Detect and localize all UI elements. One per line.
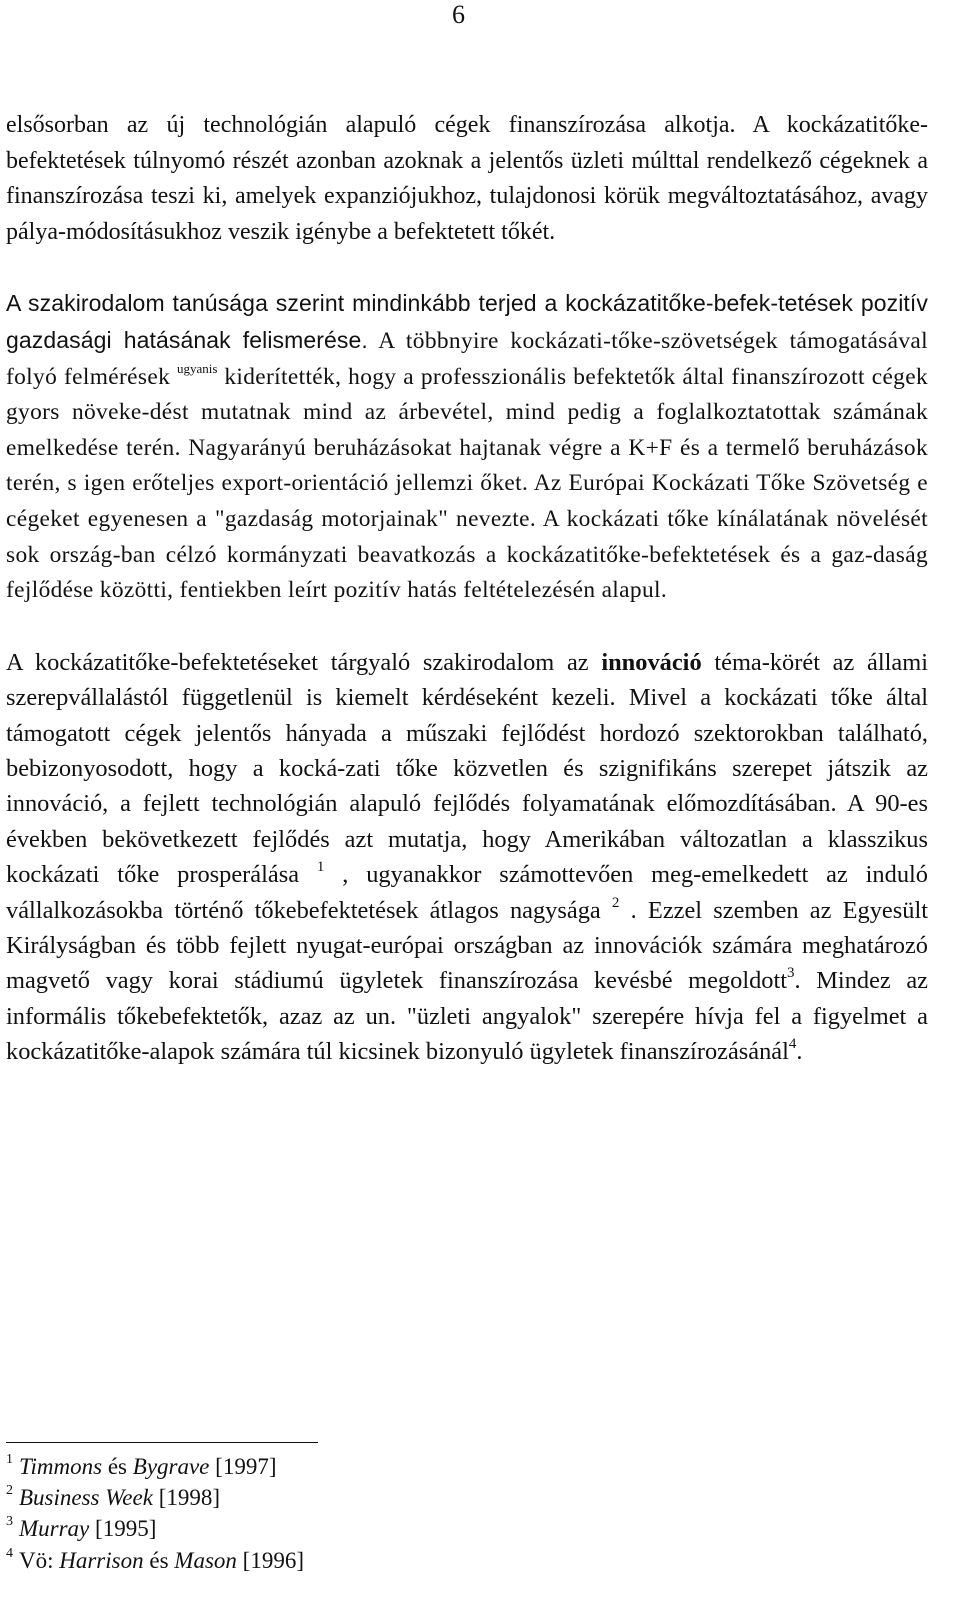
paragraph-3-text-c: , ugyanakkor számottevően meg-emelkedett az induló vállalkozásokba történő tőkebefektetések átlagos nagysága — [6, 861, 928, 924]
footnote-ref-4[interactable]: 4 — [788, 1036, 797, 1053]
footnote-3 — [6, 1513, 906, 1544]
paragraph-3-text-a: A kockázatitőke-befektetéseket tárgyaló szakirodalom az — [6, 648, 602, 676]
footnote-text-part: [1995] — [89, 1516, 157, 1542]
footnote-text-part: Harrison — [59, 1547, 144, 1573]
footnote-text-part: Vö: — [19, 1547, 60, 1573]
paragraph-3-text-d: . Ezzel szemben az Egyesült Királyságban és több fejlett nyugat-európai országban az innovációk számára meghatározó magvető vagy korai stádiumú ügyletek finanszírozása kevésbé megoldott — [6, 896, 928, 995]
footnote-4 — [6, 1545, 906, 1576]
footnote-text-part: Mason — [174, 1547, 237, 1573]
footnote-text-part: Bygrave — [132, 1454, 210, 1479]
superscript-word: ugyanis — [177, 360, 218, 376]
bold-term-innovacio: innováció — [601, 648, 702, 676]
footnote-ref-3[interactable]: 3 — [787, 965, 795, 982]
body-text — [6, 108, 928, 1070]
paragraph-3-text-b: téma-körét az állami szerepvállalástól függetlenül is kiemelt kérdéseként kezeli. Mivel a kockázati tőke által támogatott cégek jelentős hányada a műszaki fejlődést hordozó szektorokban található, bebizonyosodott, hogy a kocká-zati tőke közvetlen és szignifikáns szerepet játszik az innováció, a fejlett technológián alapuló fejlődés folyamatának előmozdításában. A 90-es években bekövetkezett fejlődés azt mutatja, hogy Amerikában változatlan a klasszikus kockázati tőke prosperálása — [6, 648, 928, 889]
footnote-separator — [6, 1442, 318, 1443]
paragraph-3-text-e: . Mindez az informális tőkebefektetők, azaz az un. "üzleti angyalok" szerepére hívja fel a figyelmet a kockázatitőke-alapok számára túl kicsinek bizonyuló ügyletek finanszírozásánál — [6, 967, 928, 1066]
footnote-number: 2 — [6, 1483, 13, 1499]
footnote-text-part: [1996] — [236, 1547, 304, 1573]
footnotes — [6, 1451, 906, 1576]
footnote-text-part: Timmons — [19, 1454, 103, 1479]
paragraph-3-text-f: . — [796, 1038, 803, 1066]
footnote-text-part: [1998] — [152, 1485, 221, 1511]
paragraph-2-sans-sentence: A szakirodalom tanúsága szerint mindinkább terjed a kockázatitőke-befek-tetések pozitív gazdasági hatásának felismerése. — [6, 290, 928, 353]
footnote-1 — [6, 1451, 906, 1482]
footnote-number: 1 — [6, 1452, 13, 1467]
footnote-text-part: és — [102, 1454, 133, 1479]
footnote-text-part: [1997] — [209, 1454, 277, 1479]
footnote-ref-2[interactable]: 2 — [611, 894, 620, 911]
paragraph-2-serif-part: A többnyire kockázati-tőke-szövetségek támogatásával folyó felmérések — [6, 327, 928, 390]
page-number: 6 — [452, 0, 465, 29]
footnote-number: 4 — [6, 1545, 13, 1561]
footnote-text-part: és — [143, 1547, 175, 1573]
paragraph-2-serif-part-3: A kockázati tőke kínálatának növelését sok ország-ban célzó kormányzati beavatkozás a kockázatitőke-befektetések és a gaz-daság fejlődése közötti, fentiekben leírt pozitív hatás feltételezésén alapul. — [6, 505, 928, 604]
paragraph-2 — [6, 286, 928, 608]
footnote-ref-1[interactable]: 1 — [316, 859, 325, 876]
paragraph-2-serif-part-2: kiderítették, hogy a professzionális befektetők által finanszírozott cégek gyors növeke-dést mutatnak mind az árbevétel, mind pedig a foglalkoztatottak számának emelkedése terén. Nagyarányú beruházásokat hajtanak végre a K+F és a termelő beruházások terén, s igen erőteljes export-orientáció jellemzi őket. Az Európai Kockázati Tőke Szövetség e cégeket egyenesen a "gazdaság motorjainak" nevezte. — [6, 363, 928, 532]
footnote-number: 3 — [6, 1514, 13, 1530]
footnote-text-part: Business Week — [19, 1485, 153, 1511]
paragraph-3 — [6, 645, 928, 1070]
footnote-2 — [6, 1482, 906, 1513]
paragraph-1: elsősorban az új technológián alapuló cégek finanszírozása alkotja. A kockázatitőke-befektetések túlnyomó részét azonban azoknak a jelentős üzleti múlttal rendelkező cégeknek a finanszírozása teszi ki, amelyek expanziójukhoz, tulajdonosi körük megváltoztatásához, avagy pálya-módosításukhoz veszik igénybe a befektetett tőkét. — [6, 112, 928, 245]
footnote-text-part: Murray — [19, 1516, 90, 1542]
